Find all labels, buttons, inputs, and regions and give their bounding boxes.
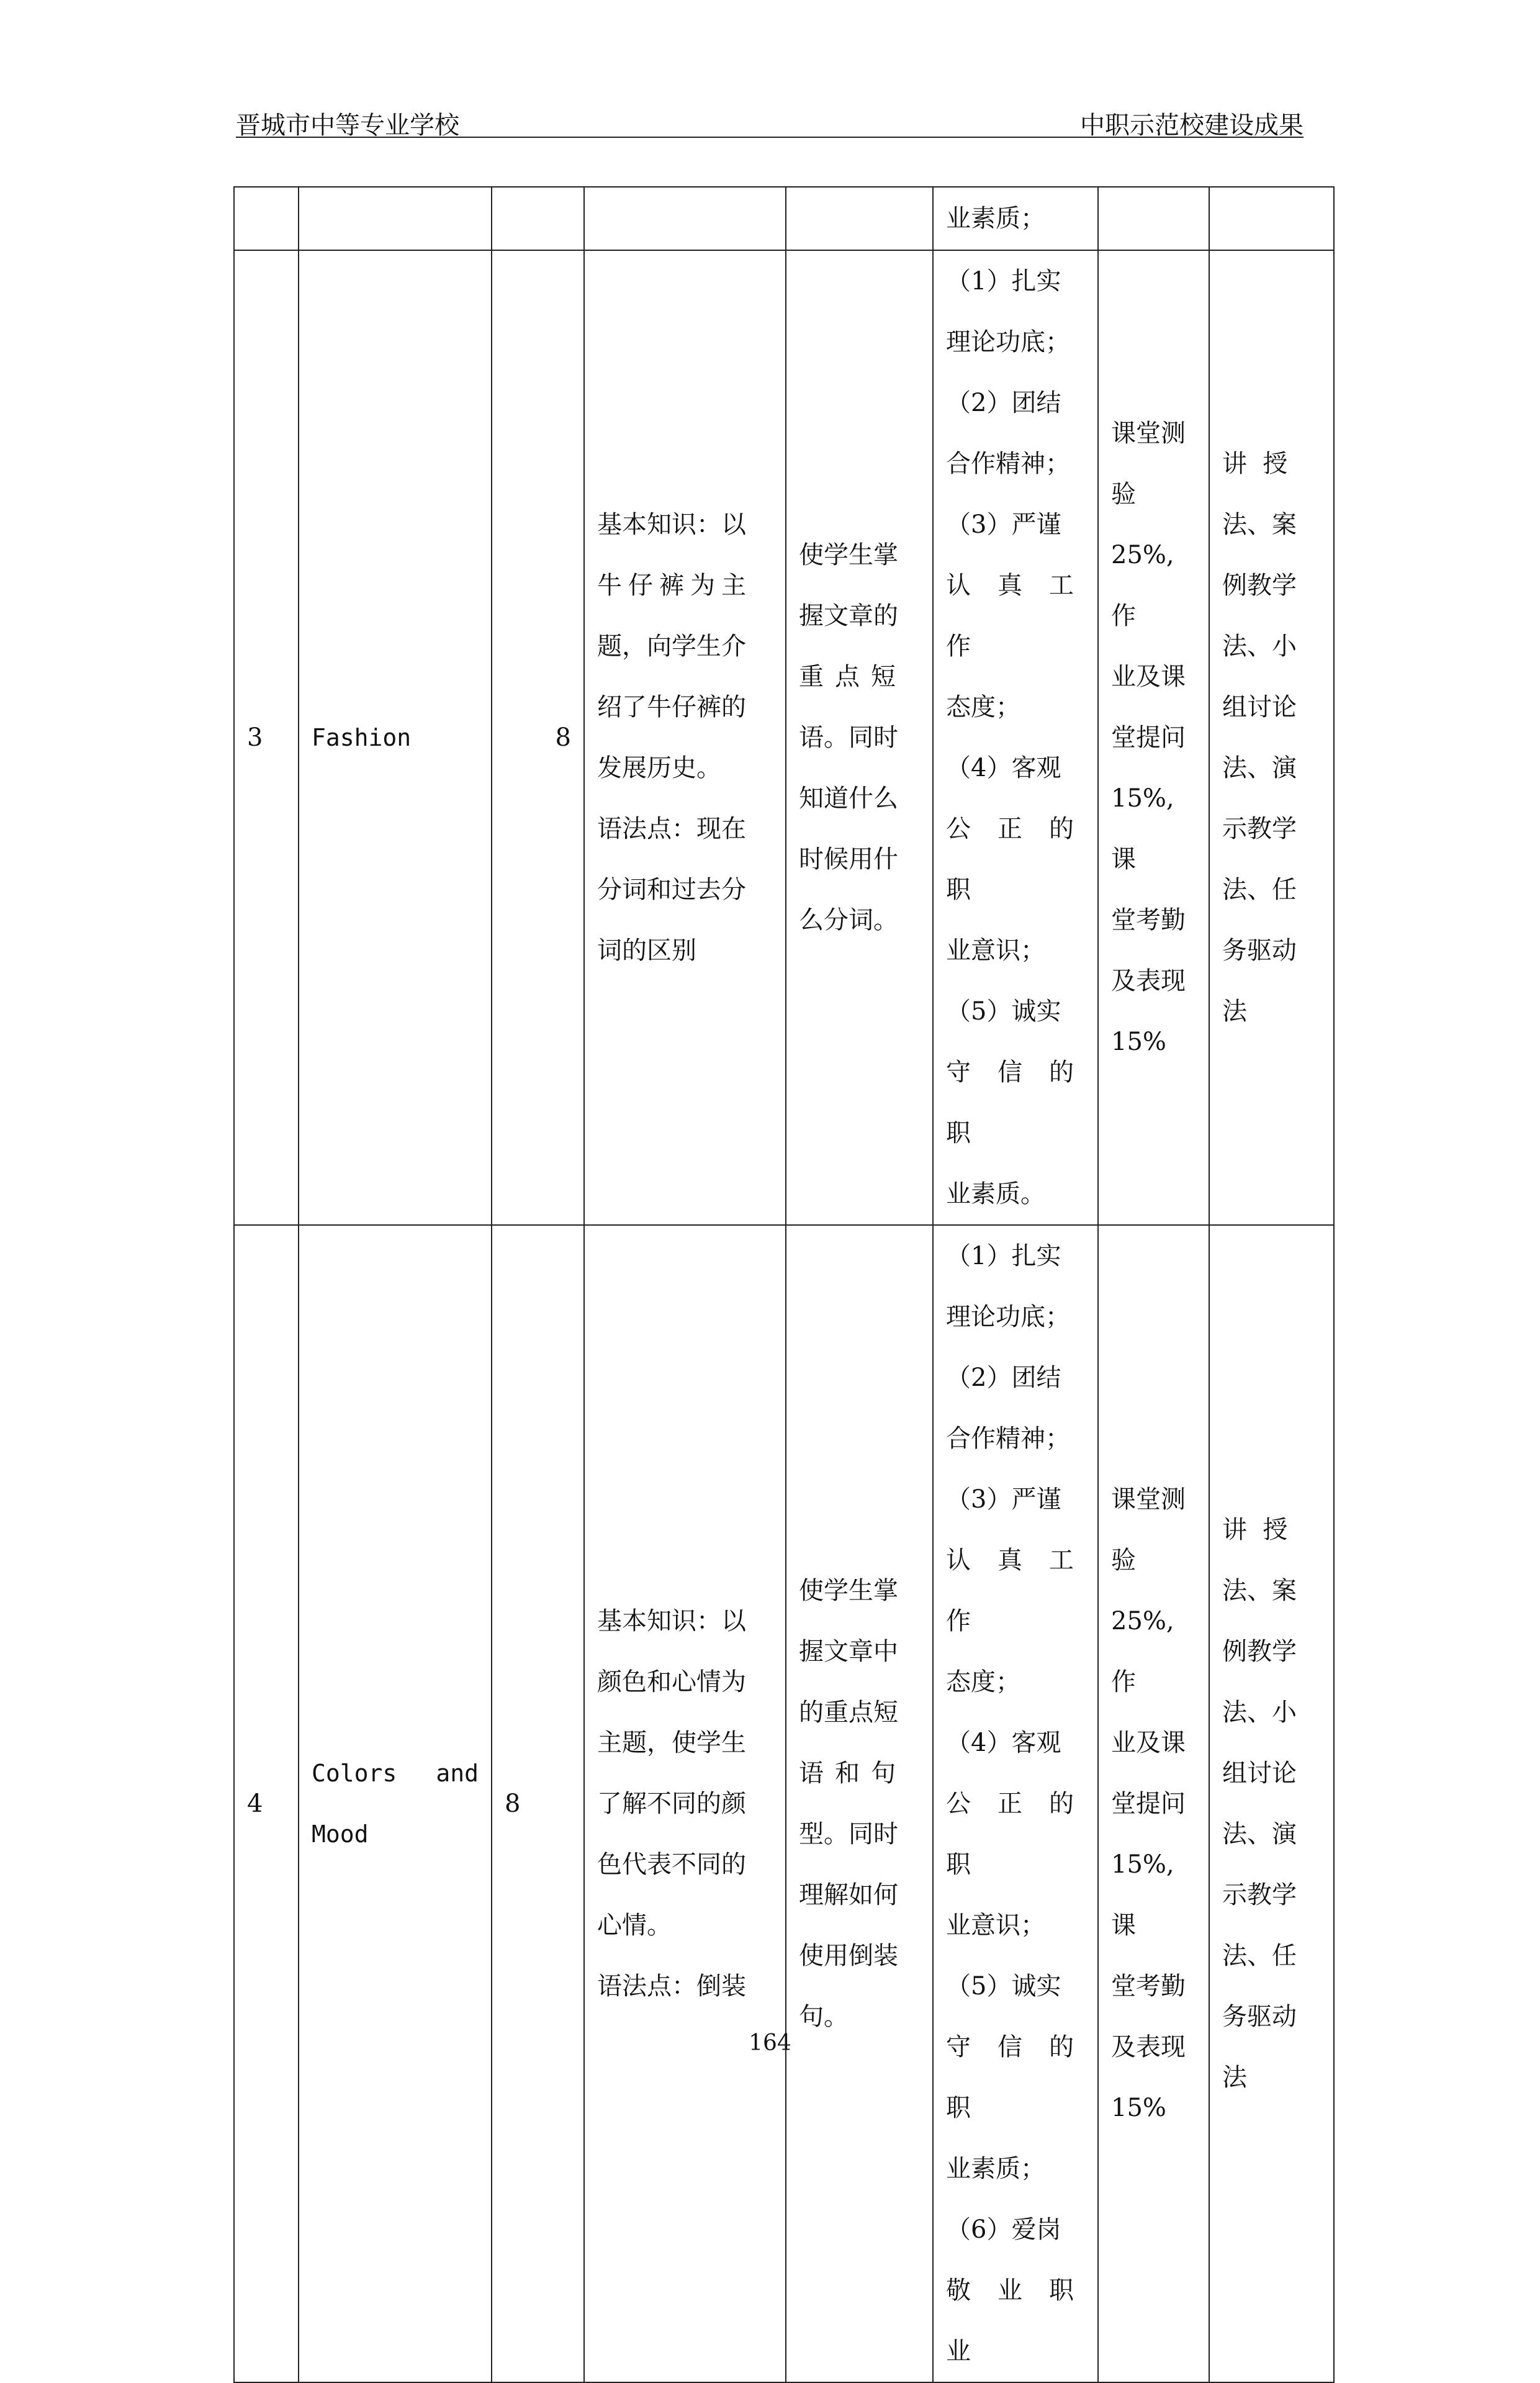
quality-line: 态度； xyxy=(946,1668,1020,1696)
method-line: 例教学 xyxy=(1222,571,1297,600)
method-line: 例教学 xyxy=(1222,1637,1297,1666)
assessment-line: 堂考勤 xyxy=(1111,1972,1186,2001)
assessment-line: 验 xyxy=(1111,480,1136,509)
content-line: 发展历史。 xyxy=(597,754,721,782)
cell-methods xyxy=(1209,250,1334,1225)
cell-assessment xyxy=(1098,187,1209,250)
goal-line: 么分词。 xyxy=(799,906,898,934)
assessment-line: 及表现 xyxy=(1111,2033,1186,2061)
assessment-line: 业及课 xyxy=(1111,1729,1186,1757)
cell-hours: 8 xyxy=(492,250,584,1225)
cell-quality xyxy=(933,250,1098,1225)
quality-line: （1）扎实 xyxy=(946,267,1061,296)
goal-line: 语和句 xyxy=(799,1759,907,1788)
assessment-line: 及表现 xyxy=(1111,967,1186,995)
quality-line: （2）团结 xyxy=(946,389,1061,417)
goal-line: 握文章中 xyxy=(799,1637,898,1666)
document-section-title: 中职示范校建设成果 xyxy=(1080,111,1304,140)
quality-line: （2）团结 xyxy=(946,1363,1061,1392)
quality-line: （3）严谨 xyxy=(946,510,1061,539)
content-line: 色代表不同的 xyxy=(597,1850,746,1879)
goal-line: 时候用什 xyxy=(799,845,898,874)
goal-line: 知道什么 xyxy=(799,784,898,813)
content-line: 分词和过去分 xyxy=(597,875,746,904)
content-line: 语法点：倒装 xyxy=(597,1972,746,2001)
page-header xyxy=(236,106,1304,140)
cell-title xyxy=(299,1225,492,2382)
assessment-line: 15% xyxy=(1111,1028,1166,1056)
goal-line: 重点短 xyxy=(799,662,907,691)
method-line: 法、案 xyxy=(1222,1576,1297,1605)
cell-num: 3 xyxy=(234,250,299,1225)
table-row-4 xyxy=(234,1225,1334,2382)
goal-line: 型。同时 xyxy=(799,1820,898,1848)
quality-line: 合作精神； xyxy=(946,450,1070,478)
goal-line: 使学生掌 xyxy=(799,1576,898,1605)
assessment-line: 15%,课 xyxy=(1111,1850,1174,1940)
cell-title xyxy=(299,187,492,250)
lesson-title-word: and xyxy=(436,1760,479,1787)
quality-line: 公正的职 xyxy=(946,1789,1085,1879)
quality-line: （5）诚实 xyxy=(946,1972,1061,2001)
goal-line: 理解如何 xyxy=(799,1881,898,1909)
cell-hours: 8 xyxy=(492,1225,584,2382)
table-row-3 xyxy=(234,250,1334,1225)
quality-line: 守信的职 xyxy=(946,1058,1085,1147)
cell-title xyxy=(299,250,492,1225)
method-line: 示教学 xyxy=(1222,815,1297,843)
content-line: 词的区别 xyxy=(597,936,696,965)
method-line: 务驱动 xyxy=(1222,2002,1297,2031)
quality-line: （1）扎实 xyxy=(946,1242,1061,1270)
cell-goals xyxy=(786,250,933,1225)
method-line: 法、案 xyxy=(1222,510,1297,539)
quality-line: 业素质； xyxy=(946,204,1045,233)
quality-line: 敬业职业 xyxy=(946,2276,1085,2366)
content-line: 题，向学生介 xyxy=(597,632,746,661)
quality-line: 业意识； xyxy=(946,936,1045,965)
quality-line: （6）爱岗 xyxy=(946,2215,1061,2244)
method-line: 法 xyxy=(1222,997,1247,1026)
content-line: 主题，使学生 xyxy=(597,1729,746,1757)
page-number: 164 xyxy=(749,2030,791,2056)
quality-line: （3）严谨 xyxy=(946,1485,1061,1514)
method-line: 法、演 xyxy=(1222,1820,1297,1848)
quality-line: 守信的职 xyxy=(946,2033,1085,2122)
cell-quality xyxy=(933,1225,1098,2382)
content-line: 牛仔裤为主 xyxy=(597,571,752,600)
cell-goals xyxy=(786,187,933,250)
content-line: 心情。 xyxy=(597,1911,672,1940)
assessment-line: 25%,作 xyxy=(1111,1607,1174,1696)
lesson-title-word: Colors xyxy=(312,1760,397,1787)
assessment-line: 堂提问 xyxy=(1111,723,1186,752)
goal-line: 使用倒装 xyxy=(799,1942,898,1970)
cell-content xyxy=(584,250,786,1225)
content-line: 颜色和心情为 xyxy=(597,1668,746,1696)
quality-line: 认真工作 xyxy=(946,571,1085,661)
method-line: 组讨论 xyxy=(1222,693,1297,721)
method-line: 法、任 xyxy=(1222,1942,1297,1970)
content-line: 语法点：现在 xyxy=(597,815,746,843)
assessment-line: 15% xyxy=(1111,2094,1166,2122)
assessment-line: 业及课 xyxy=(1111,662,1186,691)
content-line: 基本知识：以 xyxy=(597,510,746,539)
quality-line: 理论功底； xyxy=(946,328,1070,356)
method-line: 法、演 xyxy=(1222,754,1297,782)
table-row-continued xyxy=(234,187,1334,250)
quality-line: 业素质。 xyxy=(946,1180,1045,1208)
cell-num xyxy=(234,187,299,250)
quality-line: （4）客观 xyxy=(946,1729,1061,1757)
quality-line: 合作精神； xyxy=(946,1424,1070,1453)
lesson-title-word: Mood xyxy=(312,1820,369,1848)
method-line: 法、小 xyxy=(1222,1698,1297,1727)
quality-line: 公正的职 xyxy=(946,815,1085,904)
cell-num: 4 xyxy=(234,1225,299,2382)
goal-line: 语。同时 xyxy=(799,723,898,752)
cell-hours xyxy=(492,187,584,250)
method-line: 务驱动 xyxy=(1222,936,1297,965)
goal-line: 句。 xyxy=(799,2002,849,2031)
content-line: 基本知识：以 xyxy=(597,1607,746,1635)
content-line: 绍了牛仔裤的 xyxy=(597,693,746,721)
cell-content xyxy=(584,187,786,250)
method-line: 法、任 xyxy=(1222,875,1297,904)
assessment-line: 25%,作 xyxy=(1111,541,1174,630)
method-line: 法 xyxy=(1222,2063,1247,2092)
lesson-title: Fashion xyxy=(312,724,412,751)
method-line: 讲 授 xyxy=(1222,1516,1288,1544)
content-line: 了解不同的颜 xyxy=(597,1789,746,1818)
assessment-line: 验 xyxy=(1111,1546,1136,1575)
goal-line: 握文章的 xyxy=(799,602,898,630)
cell-assessment xyxy=(1098,1225,1209,2382)
method-line: 讲 授 xyxy=(1222,450,1288,478)
school-name: 晋城市中等专业学校 xyxy=(236,111,459,140)
cell-assessment xyxy=(1098,250,1209,1225)
lesson-title-line-1 xyxy=(312,1743,479,1804)
goal-line: 使学生掌 xyxy=(799,541,898,569)
quality-line: 理论功底； xyxy=(946,1303,1070,1331)
cell-goals xyxy=(786,1225,933,2382)
cell-methods xyxy=(1209,187,1334,250)
assessment-line: 15%,课 xyxy=(1111,784,1174,874)
method-line: 组讨论 xyxy=(1222,1759,1297,1788)
method-line: 法、小 xyxy=(1222,632,1297,661)
quality-line: 态度； xyxy=(946,693,1020,721)
assessment-line: 堂考勤 xyxy=(1111,906,1186,934)
assessment-line: 堂提问 xyxy=(1111,1789,1186,1818)
quality-line: 认真工作 xyxy=(946,1546,1085,1635)
quality-line: 业素质； xyxy=(946,2155,1045,2183)
cell-quality xyxy=(933,187,1098,250)
goal-line: 的重点短 xyxy=(799,1698,898,1727)
cell-content xyxy=(584,1225,786,2382)
header-rule xyxy=(236,137,1304,138)
assessment-line: 课堂测 xyxy=(1111,1485,1186,1514)
assessment-line: 课堂测 xyxy=(1111,419,1186,448)
quality-line: （4）客观 xyxy=(946,754,1061,782)
quality-line: （5）诚实 xyxy=(946,997,1061,1026)
cell-methods xyxy=(1209,1225,1334,2382)
method-line: 示教学 xyxy=(1222,1881,1297,1909)
quality-line: 业意识； xyxy=(946,1911,1045,1940)
